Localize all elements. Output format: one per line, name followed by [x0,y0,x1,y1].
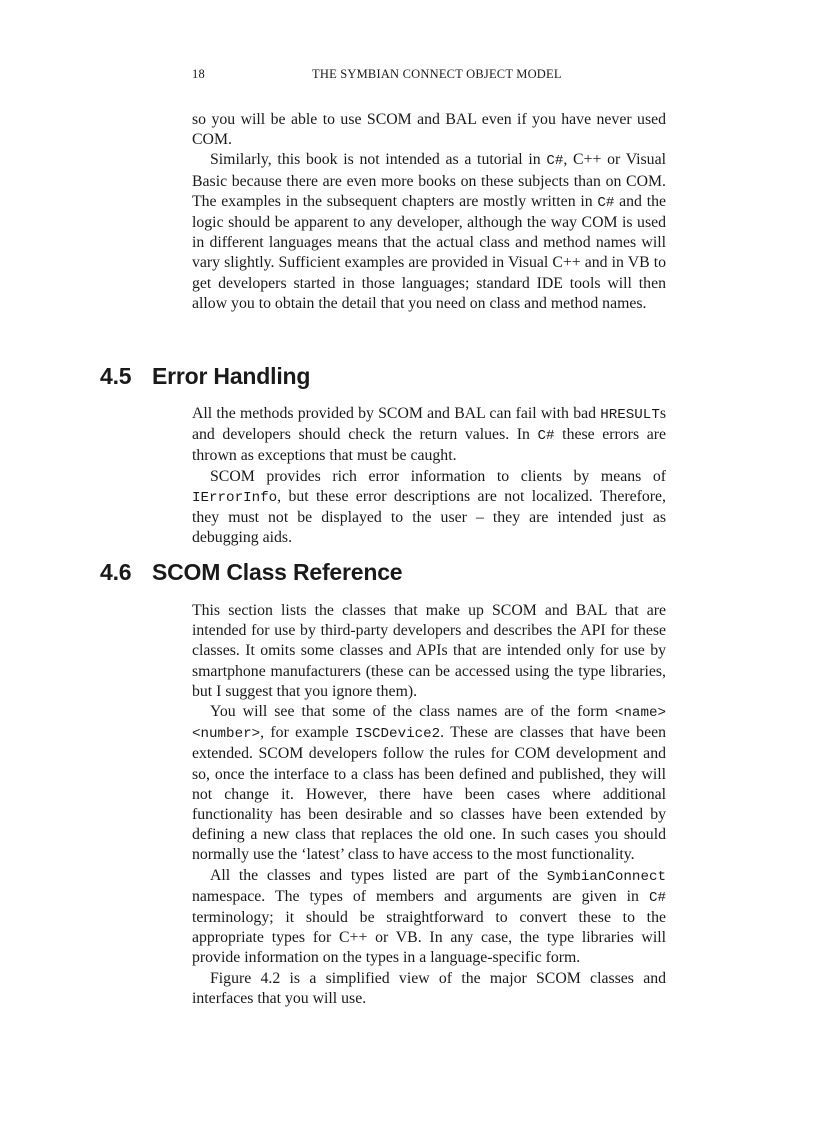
section-4-6-paragraph-4: Figure 4.2 is a simplified view of the major SCOM classes and interfaces that you will use. [192,969,666,1007]
intro-paragraph-2: Similarly, this book is not intended as a tutorial in C#, C++ or Visual Basic because there are even more books on these subjects than on COM. The examples in the subsequent chapters are mostly written in C# and the logic should be apparent to any developer, although the way COM is used in different languages means that the actual class and method names will vary slightly. Sufficient examples are provided in Visual C++ and in VB to get developers started in those languages; standard IDE tools will then allow you to obtain the detail that you need on class and method names. [192,151,666,312]
section-4-6-paragraph-2: You will see that some of the class names are of the form <name><number>, for example ISCDevice2. These are classes that have been extended. SCOM developers follow the rules for COM development and so, once the interface to a class has been defined and published, they will not change it. However, there have been cases where additional functionality has been desirable and so classes have been extended by defining a new class that replaces the old one. In such cases you should normally use the ‘latest’ class to have access to the most functionality. [192,703,666,864]
section-number: 4.6 [100,559,132,585]
section-heading-4-5 [100,362,666,390]
inline-code: ISCDevice2 [355,726,441,743]
inline-code: C# [648,889,666,906]
section-4-6-paragraph-1: This section lists the classes that make up SCOM and BAL that are intended for use by third-party developers and describes the API for these classes. It omits some classes and APIs that are intended only for use by smartphone manufacturers (these can be accessed using the type libraries, but I suggest that you ignore them). [192,602,666,700]
section-title: SCOM Class Reference [152,559,403,585]
inline-code: <name><number> [192,705,666,743]
inline-code: HRESULT [600,407,660,423]
intro-text [192,110,666,314]
section-4-6-paragraph-3: All the classes and types listed are part of the SymbianConnect namespace. The types of members and arguments are given in C# terminology; it should be straightforward to convert these to the appropriate types for C++ or VB. In any case, the type libraries will provide information on the types in a language-specific form. [192,866,666,967]
page-number: 18 [192,67,205,81]
intro-paragraph-1: so you will be able to use SCOM and BAL even if you have never used COM. [192,111,666,149]
inline-code: IErrorInfo [192,489,278,506]
running-head [192,67,666,87]
section-4-6-text [192,601,666,1009]
inline-code: SymbianConnect [546,868,666,885]
section-title: Error Handling [152,363,311,389]
section-4-5-paragraph-1: All the methods provided by SCOM and BAL can fail with bad HRESULTs and developers should check the return values. In C# these errors are thrown as exceptions that must be caught. [192,405,666,465]
section-heading-4-6 [100,558,666,586]
section-4-5-text [192,404,666,548]
inline-code: C# [546,153,564,170]
running-title: THE SYMBIAN CONNECT OBJECT MODEL [312,67,562,81]
section-number: 4.5 [100,363,132,389]
section-4-5-paragraph-2: SCOM provides rich error information to clients by means of IErrorInfo, but these error descriptions are not localized. Therefore, they must not be displayed to the user – they are intended just as debugging aids. [192,467,666,547]
inline-code: C# [597,194,615,211]
inline-code: C# [537,428,555,445]
